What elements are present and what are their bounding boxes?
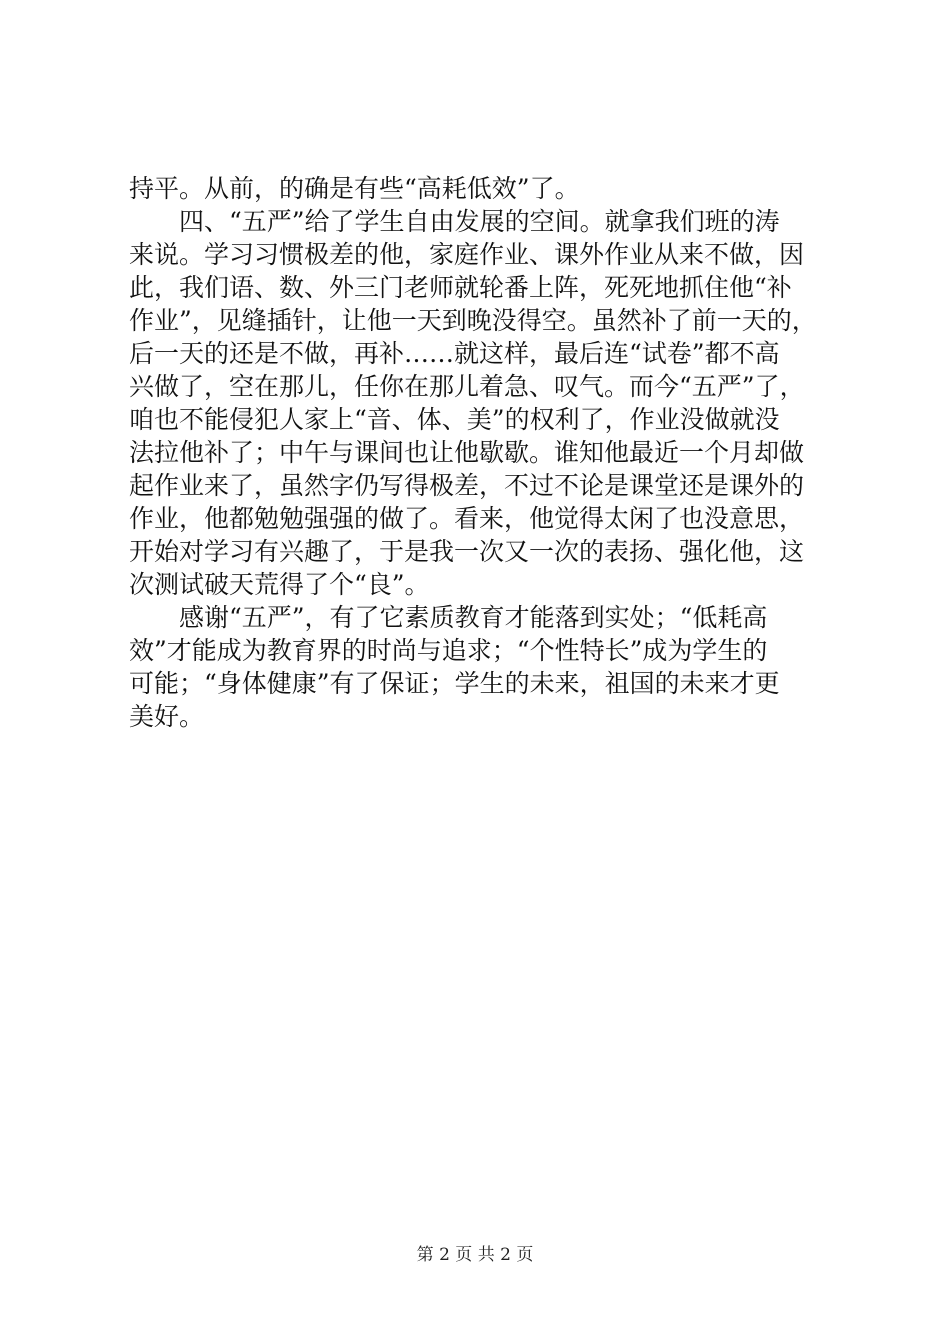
text-line: 作业”，见缝插针，让他一天到晚没得空。虽然补了前一天的， <box>129 306 817 335</box>
text-line: 四、“五严”给了学生自由发展的空间。就拿我们班的涛 <box>129 207 780 236</box>
text-line: 起作业来了，虽然字仍写得极差，不过不论是课堂还是课外的 <box>129 471 805 500</box>
text-line: 可能；“身体健康”有了保证；学生的未来，祖国的未来才更 <box>129 669 780 698</box>
text-line: 来说。学习习惯极差的他，家庭作业、课外作业从来不做，因 <box>129 240 805 269</box>
text-line: 持平。从前，的确是有些“高耗低效”了。 <box>129 174 580 203</box>
text-line: 效”才能成为教育界的时尚与追求；“个性特长”成为学生的 <box>129 636 768 665</box>
text-line: 作业，他都勉勉强强的做了。看来，他觉得太闲了也没意思， <box>129 504 805 533</box>
text-line: 咱也不能侵犯人家上“音、体、美”的权利了，作业没做就没 <box>129 405 780 434</box>
text-line: 法拉他补了；中午与课间也让他歇歇。谁知他最近一个月却做 <box>129 438 805 467</box>
body-text <box>129 172 833 733</box>
text-line: 美好。 <box>129 702 205 731</box>
text-line: 开始对学习有兴趣了，于是我一次又一次的表扬、强化他，这 <box>129 537 805 566</box>
text-line: 兴做了，空在那儿，任你在那儿着急、叹气。而今“五严”了， <box>129 372 805 401</box>
text-line: 次测试破天荒得了个“良”。 <box>129 570 430 599</box>
text-line: 后一天的还是不做，再补……就这样，最后连“试卷”都不高 <box>129 339 780 368</box>
text-line: 此，我们语、数、外三门老师就轮番上阵，死死地抓住他“补 <box>129 273 792 302</box>
page-number-footer: 第 2 页 共 2 页 <box>416 1245 534 1265</box>
text-line: 感谢“五严”，有了它素质教育才能落到实处；“低耗高 <box>129 603 768 632</box>
